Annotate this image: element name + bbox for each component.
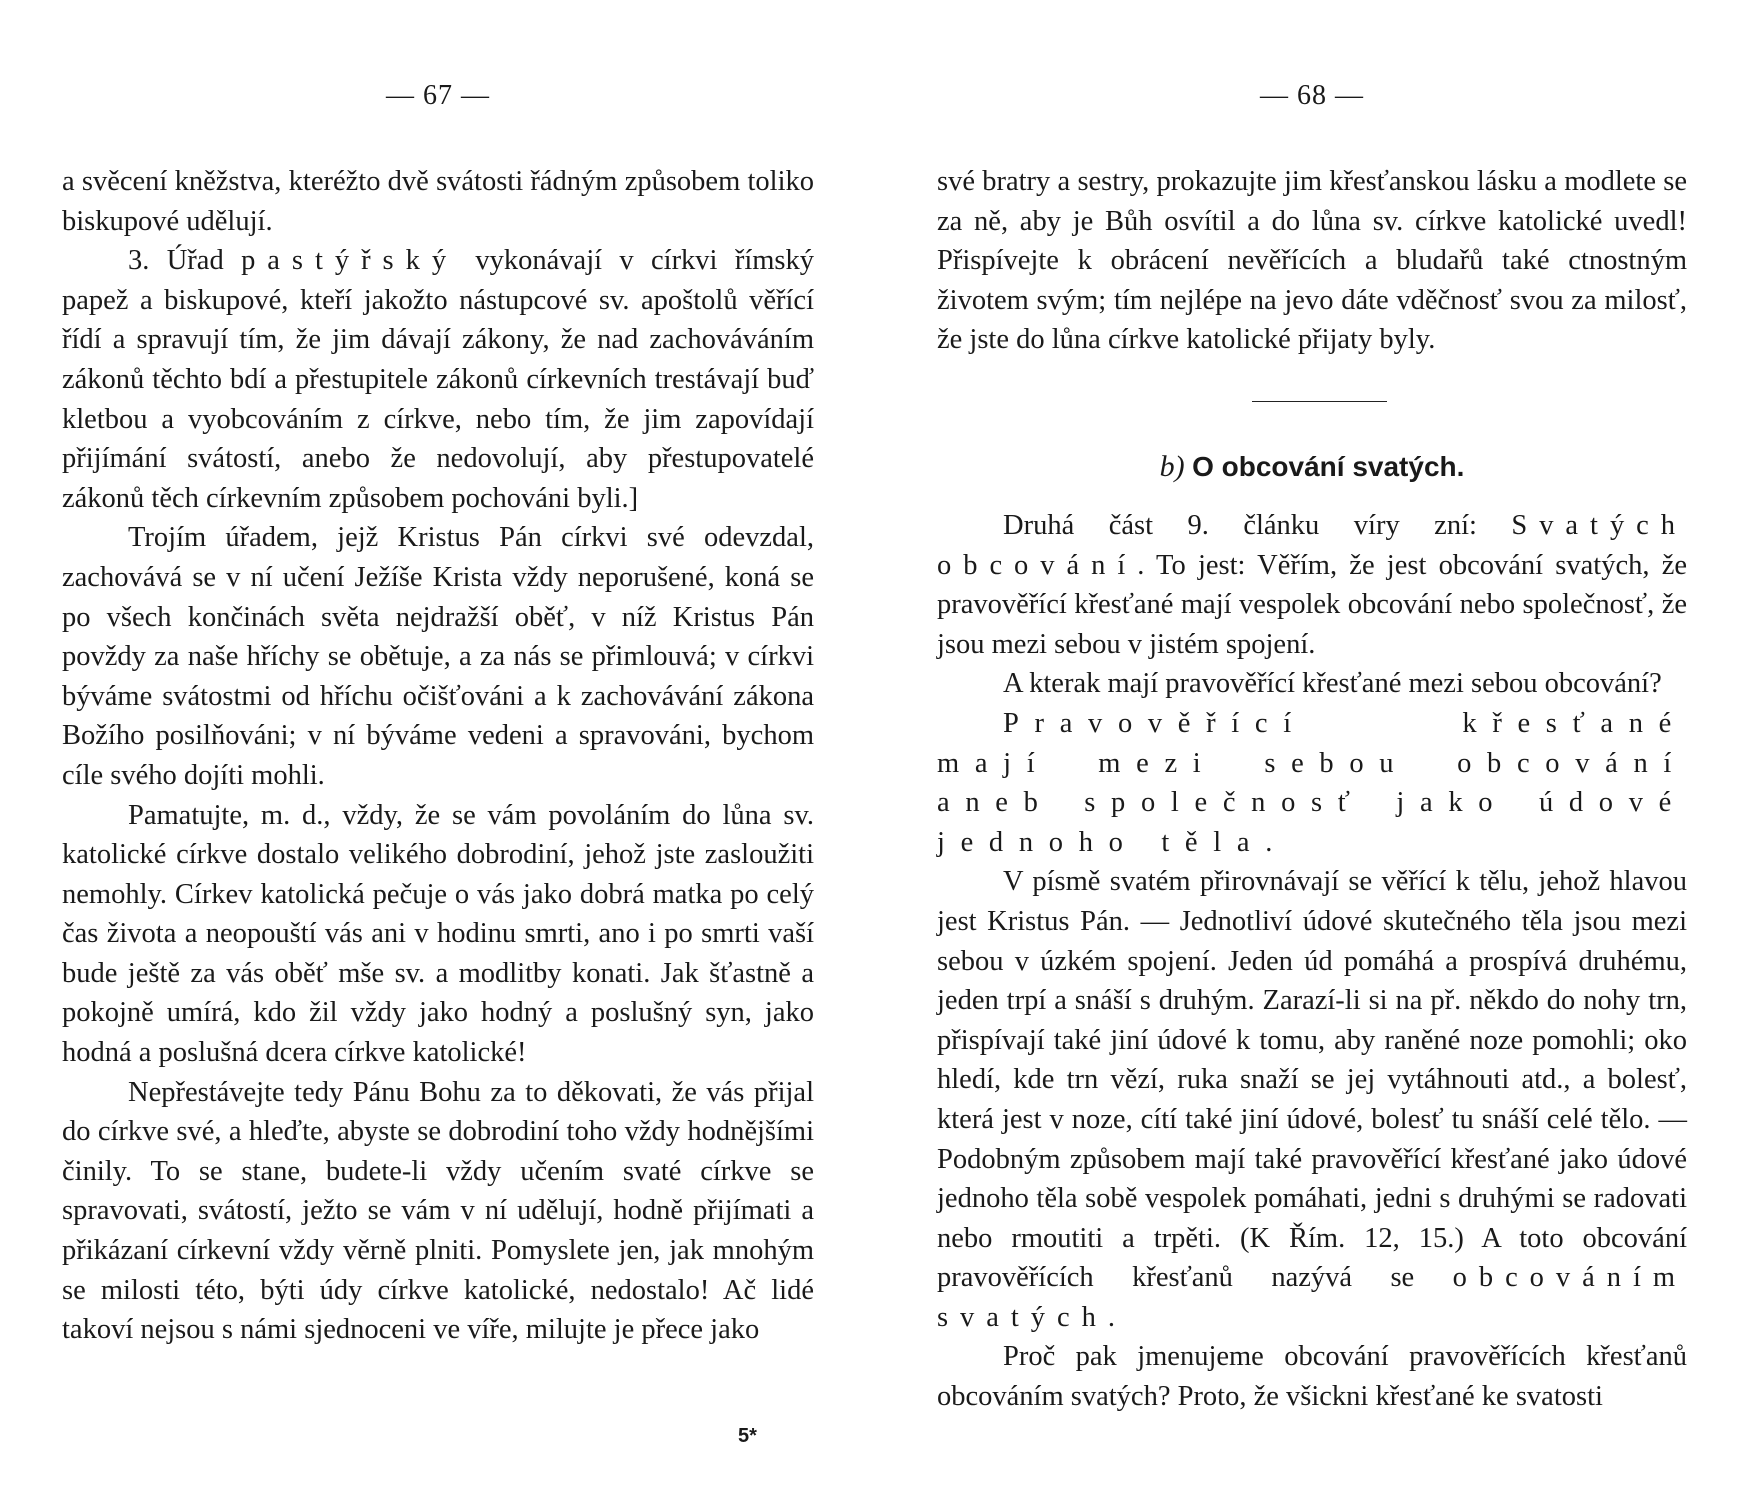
section-heading: [937, 450, 1687, 484]
text-run: .: [1107, 1301, 1115, 1333]
paragraph: Proč pak jmenujeme obcování pravověřících křesťanů obcováním svatých? Proto, že všickni křesťané ke svatosti: [937, 1341, 1687, 1413]
spaced-emphasis: obcováním svatých: [937, 1262, 1687, 1333]
text-run: 3. Úřad: [128, 245, 242, 277]
paragraph: Trojím úřadem, jejž Kristus Pán církvi své odevzdal, zachovává se v ní učení Ježíše Krista vždy neporušené, koná se po všech končinách světa nejdražší oběť, v níž Kristus Pán povždy za naše hříchy se obětuje, a za nás se přimlouvá; v církvi býváme svátostmi od hříchu očišťováni a k zachovávání zákona Božího posilňováni; v ní býváme vedeni a spravováni, bychom cíle svého dojíti mohli.: [62, 522, 814, 791]
right-page-top-text: [937, 162, 1687, 360]
paragraph: [62, 241, 814, 518]
paragraph: A kterak mají pravověřící křesťané mezi sebou obcování?: [1003, 668, 1662, 700]
spaced-emphasis: pastýřský: [241, 245, 459, 277]
page-number: — 67 —: [386, 80, 490, 111]
heading-title: O obcování svatých.: [1192, 451, 1465, 482]
paragraph: a svěcení kněžstva, kteréžto dvě svátosti řádným způsobem toliko biskupové udělují.: [62, 166, 814, 237]
section-divider: [1252, 401, 1387, 402]
text-run: Druhá část 9. článku víry zní:: [1003, 510, 1512, 541]
paragraph: své bratry a sestry, prokazujte jim křesťanskou lásku a modlete se za ně, aby je Bůh osvítil a do lůna sv. církve katolické uvedl! Přispívejte k obrácení nevěřících a bludařů také ctnostným životem svým; tím nejlépe na jevo dáte vděčnosť svou za milosť, že jste do lůna církve katolické přijaty byly.: [937, 166, 1687, 356]
signature-mark: 5*: [738, 1425, 757, 1447]
right-page-section-text: [937, 506, 1687, 1417]
paragraph: Nepřestávejte tedy Pánu Bohu za to děkovati, že vás přijal do církve své, a hleďte, abyste se dobrodiní toho vždy hodnějšími činily. To se stane, budete-li vždy učením svaté církve se spravovati, svátostí, ježto se vám v ní udělují, hodně přijímati a přikázaní církevní vždy věrně plniti. Pomyslete jen, jak mnohým se milosti této, býti údy církve katolické, nedostalo! Ač lidé takoví nejsou s námi sjednoceni ve víře, milujte je přece jako: [62, 1076, 814, 1346]
text-run: . To jest: Věřím, že jest obcování svatých, že pravověřící křesťané mají vespolek obcování nebo společnosť, že jsou mezi sebou v jistém spojení.: [937, 549, 1687, 660]
left-page-text: [62, 162, 814, 1350]
paragraph: [937, 862, 1687, 1337]
text-run: vykonávají v církvi římský papež a biskupové, kteří jakožto nástupcové sv. apoštolů věřící řídí a spravují tím, že jim dávají zákony, že nad zachováváním zákonů těchto bdí a přestupitele zákonů církevních trestávají buď kletbou a vyobcováním z církve, nebo tím, že jim zapovídají přijímání svátostí, anebo že nedovolují, aby přestupovatelé zákonů těch církevním způsobem pochováni byli.]: [62, 245, 814, 514]
spaced-emphasis: Svatých obcování: [937, 510, 1687, 581]
paragraph: [937, 506, 1687, 664]
text-run: .: [1265, 826, 1273, 858]
page-number: — 68 —: [1260, 80, 1364, 111]
text-run: V písmě svatém přirovnávají se věřící k tělu, jehož hlavou jest Kristus Pán. — Jednotliví údové skutečného těla jsou mezi sebou v úzkém spojení. Jeden úd pomáhá a prospívá druhému, jeden trpí a snáší s druhým. Zarazí-li si na př. někdo do nohy trn, přispívají také jiní údové k tomu, aby raněné noze pomohli; oko hledí, kde trn vězí, ruka snaží se jej vytáhnouti atd., a bolesť, která jest v noze, cítí také jiní údové, bolesť tu snáší celé tělo. — Podobným způsobem mají také pravověřící křesťané jako údové jednoho těla sobě vespolek pomáhati, jedni s druhými se radovati nebo rmoutiti a trpěti. (K Řím. 12, 15.) A toto obcování pravověřících křesťanů nazývá se: [937, 866, 1687, 1294]
paragraph: [937, 704, 1687, 862]
paragraph: Pamatujte, m. d., vždy, že se vám povoláním do lůna sv. katolické církve dostalo velikého dobrodiní, jehož jste zasloužiti nemohly. Církev katolická pečuje o vás jako dobrá matka po celý čas života a neopouští vás ani v hodinu smrti, ano i po smrti vaší bude ještě za vás oběť mše sv. a modlitby konati. Jak šťastně a pokojně umírá, kdo žil vždy jako hodný a poslušný syn, jako hodná a poslušná dcera církve katolické!: [62, 799, 814, 1069]
heading-letter: b): [1159, 450, 1185, 483]
spaced-emphasis: Pravověřící křesťané mají mezi sebou obcování aneb společnosť jako údové jednoho těla: [937, 707, 1687, 858]
